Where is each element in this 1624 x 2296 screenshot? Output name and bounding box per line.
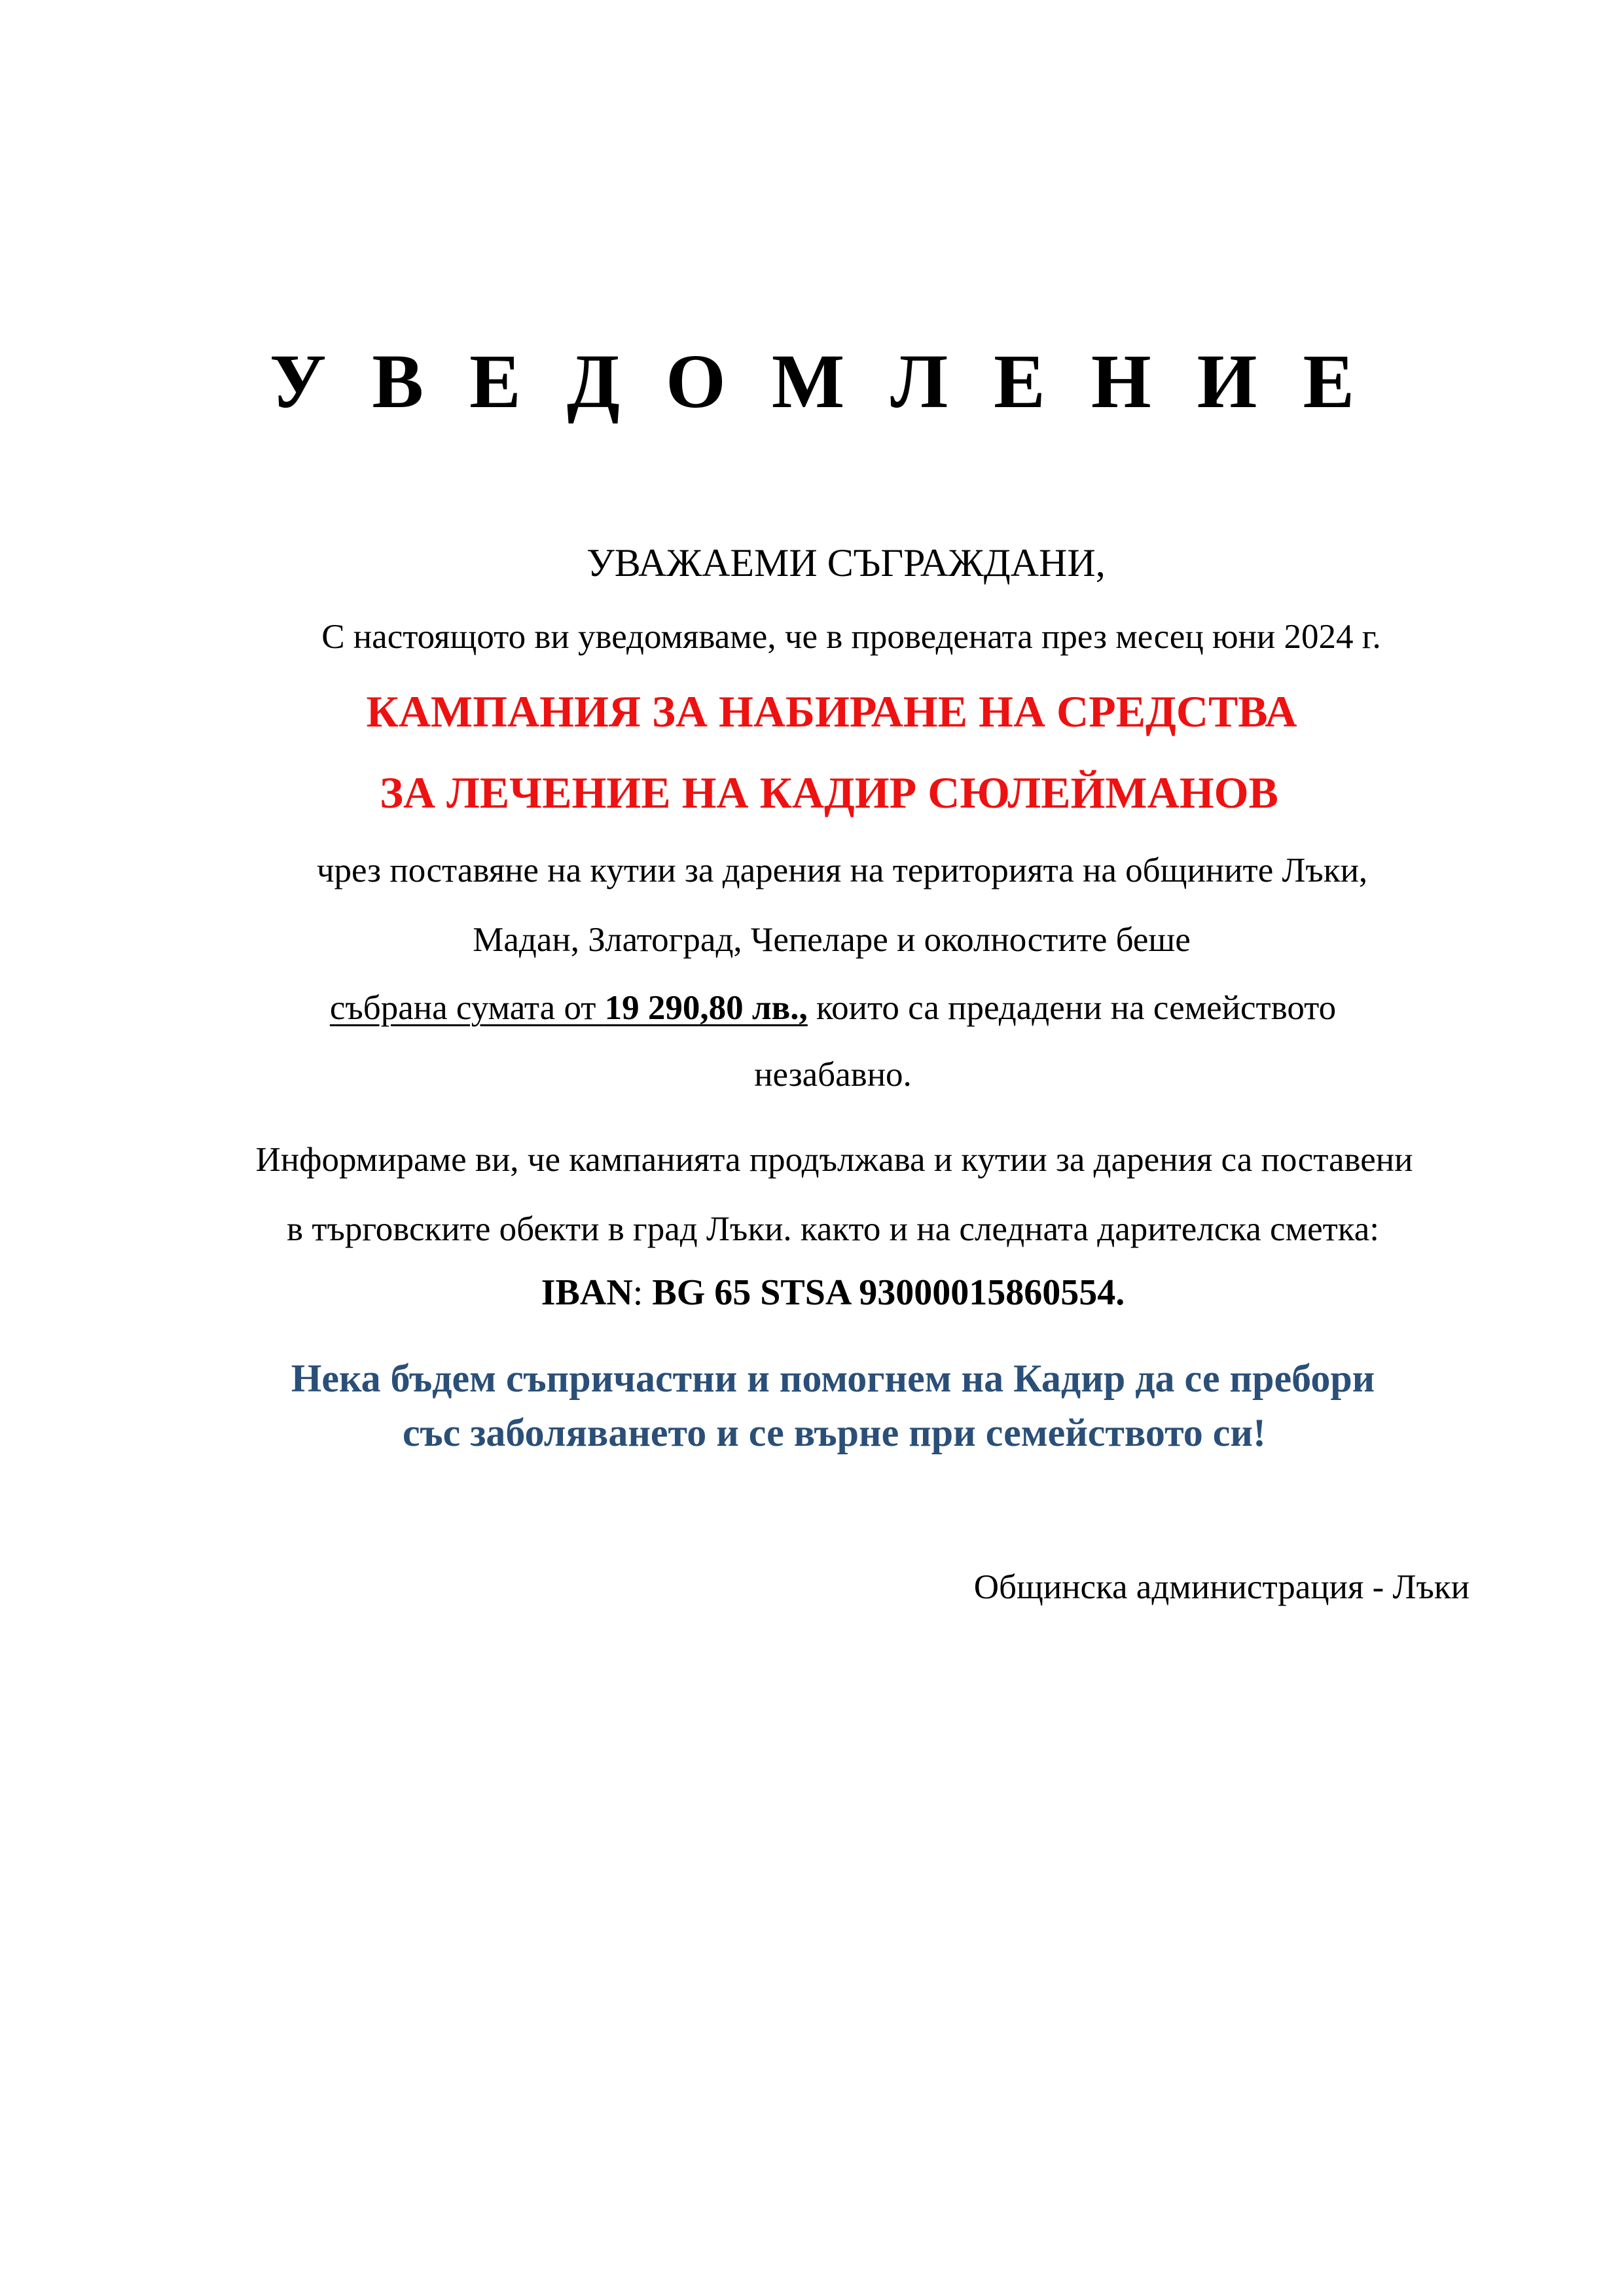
collected-amount-prefix: събрана сумата от xyxy=(329,989,605,1027)
iban-label: IBAN xyxy=(541,1272,633,1313)
iban-line xyxy=(21,1272,1624,1314)
salutation: УВАЖАЕМИ СЪГРАЖДАНИ, xyxy=(586,541,1106,584)
collected-amount-text xyxy=(330,989,808,1027)
title-letter: В xyxy=(372,338,424,424)
iban-separator: : xyxy=(632,1272,653,1313)
notice-title xyxy=(0,337,1624,426)
title-letter: Д xyxy=(566,338,621,424)
title-letter: Е xyxy=(1303,338,1355,424)
details-line-2: Мадан, Златоград, Чепеларе и околностите беше xyxy=(473,921,1191,959)
details-line-4: незабавно. xyxy=(754,1056,912,1094)
campaign-heading-line-2: ЗА ЛЕЧЕНИЕ НА КАДИР СЮЛЕЙМАНОВ xyxy=(380,768,1278,817)
details-line-3 xyxy=(21,988,1624,1028)
title-letter: Н xyxy=(1091,338,1151,424)
collected-amount: 19 290,80 лв., xyxy=(604,989,808,1027)
intro-text: С настоящото ви уведомяваме, че в проведената през месец юни 2024 г. xyxy=(321,618,1381,656)
title-letter: У xyxy=(269,338,327,424)
info-line-1: Информираме ви, че кампанията продължава и кутии за дарения са поставени xyxy=(255,1141,1413,1179)
iban-value: BG 65 STSA 93000015860554. xyxy=(652,1272,1125,1313)
details-line-1: чрез поставяне на кутии за дарения на територията на общините Лъки, xyxy=(316,852,1368,889)
appeal-line-2: със заболяването и се върне при семейството си! xyxy=(403,1411,1266,1454)
title-letter: И xyxy=(1197,338,1257,424)
title-letter: Е xyxy=(469,338,521,424)
title-letter: Е xyxy=(994,338,1045,424)
info-line-2: в търговските обекти в град Лъки. както и на следната дарителска сметка: xyxy=(287,1210,1379,1248)
campaign-heading-line-1: КАМПАНИЯ ЗА НАБИРАНЕ НА СРЕДСТВА xyxy=(366,687,1297,736)
title-letter: М xyxy=(771,338,845,424)
appeal-line-1: Нека бъдем съпричастни и помогнем на Кадир да се пребори xyxy=(291,1357,1375,1400)
title-letter: Л xyxy=(890,338,948,424)
title-letter: О xyxy=(666,338,726,424)
signature: Общинска администрация - Лъки xyxy=(973,1568,1470,1606)
collected-amount-suffix: които са предадени на семейството xyxy=(807,989,1337,1027)
